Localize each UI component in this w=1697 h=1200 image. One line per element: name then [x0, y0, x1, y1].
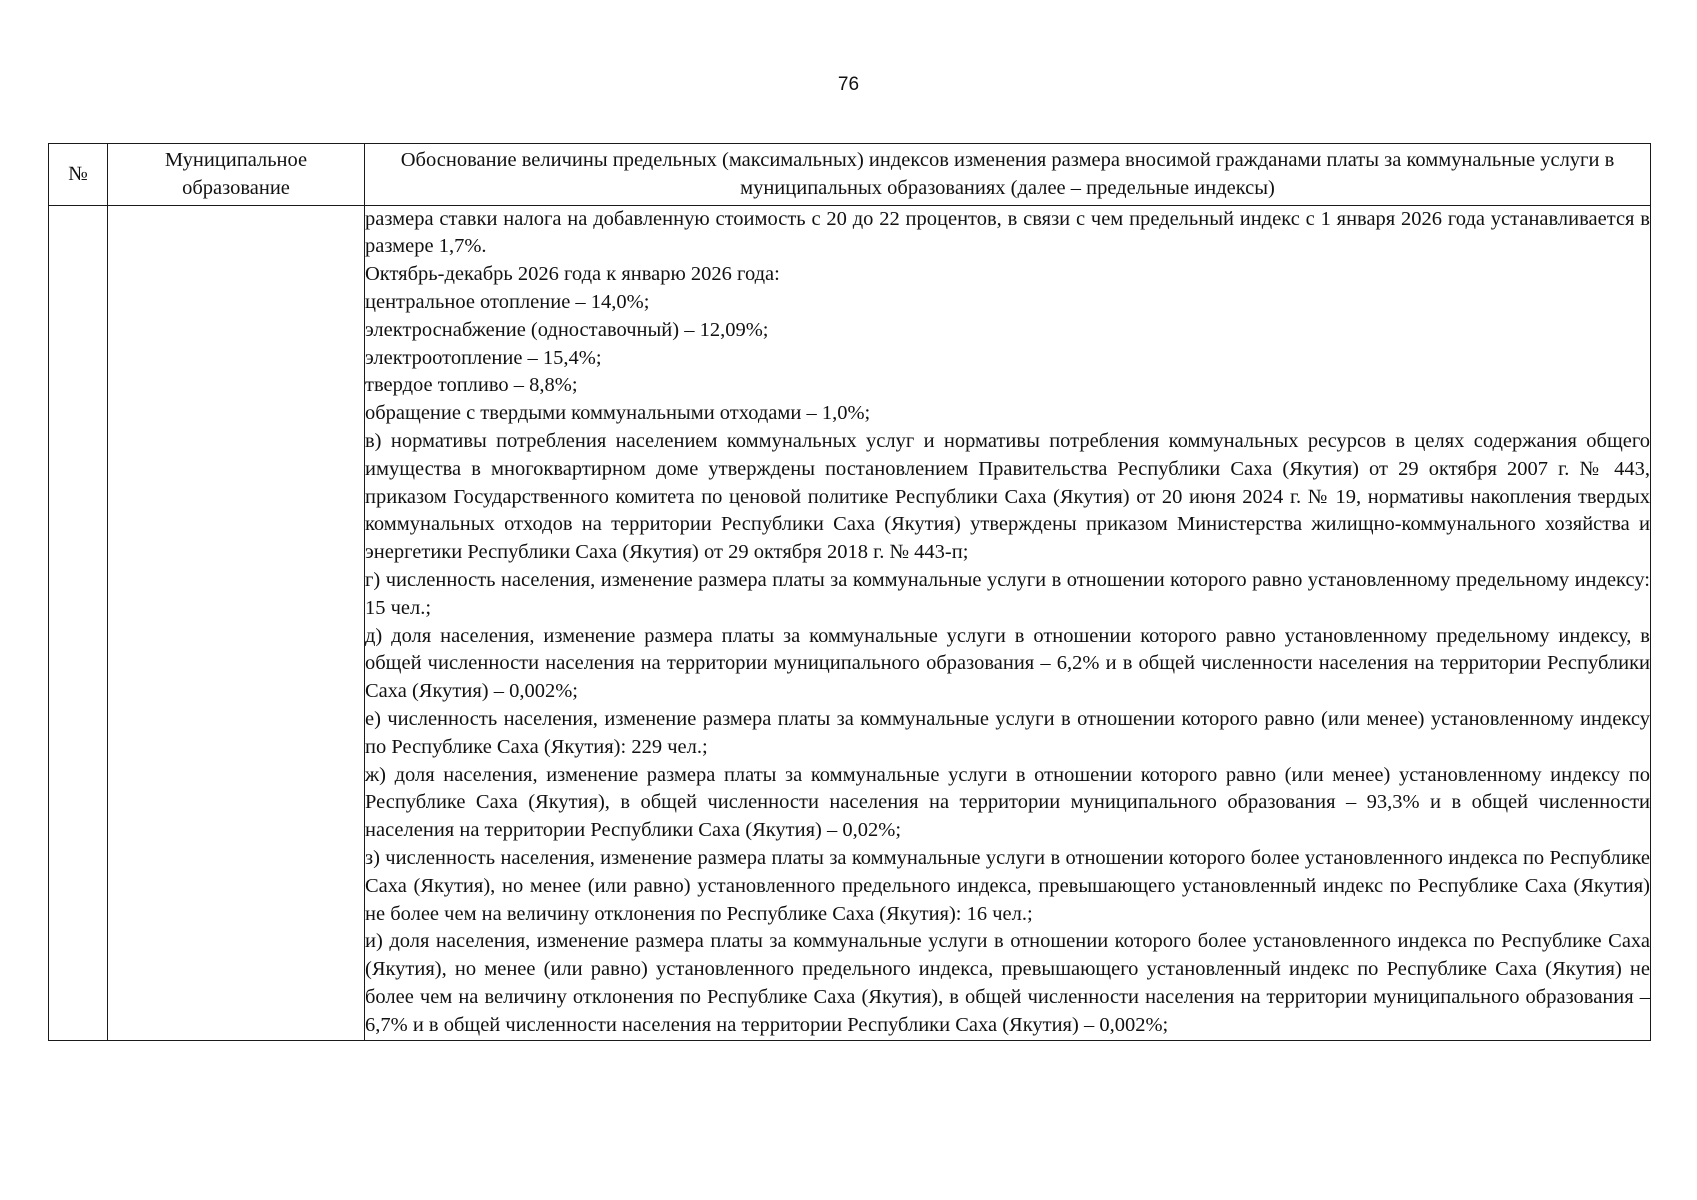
paragraph-item-g: г) численность населения, изменение размера платы за коммунальные услуги в отношении которого равно установленному предельному индексу: 15 чел.; — [365, 568, 1650, 619]
paragraph-item-e: е) численность населения, изменение размера платы за коммунальные услуги в отношении которого равно (или менее) установленному индексу по Республике Саха (Якутия): 229 чел.; — [365, 707, 1650, 758]
justification-table — [48, 143, 1651, 1041]
header-number: № — [49, 144, 108, 206]
header-municipality: Муниципальное образование — [108, 144, 365, 206]
paragraph-solid-waste: обращение с твердыми коммунальными отходами – 1,0%; — [365, 402, 871, 425]
paragraph-solid-fuel: твердое топливо – 8,8%; — [365, 374, 578, 397]
header-justification: Обоснование величины предельных (максимальных) индексов изменения размера вносимой гражданами платы за коммунальные услуги в муниципальных образованиях (далее – предельные индексы) — [365, 144, 1651, 206]
page-number: 76 — [837, 74, 860, 95]
paragraph-item-d: д) доля населения, изменение размера платы за коммунальные услуги в отношении которого равно установленному предельному индексу, в общей численности населения на территории муниципального образования – 6,2% и в общей численности населения на территории Республики Саха (Якутия) – 0,002%; — [365, 624, 1650, 703]
paragraph-item-z: з) численность населения, изменение размера платы за коммунальные услуги в отношении которого более установленного индекса по Республике Саха (Якутия), но менее (или равно) установленного предельного индекса, превышающего установленный индекс по Республике Саха (Якутия) не более чем на величину отклонения по Республике Саха (Якутия): 16 чел.; — [365, 846, 1650, 925]
paragraph-period-heading: Октябрь-декабрь 2026 года к январю 2026 года: — [365, 263, 780, 286]
cell-number — [49, 205, 108, 1040]
paragraph-electric-heating: электроотопление – 15,4%; — [365, 346, 602, 369]
paragraph-item-zh: ж) доля населения, изменение размера платы за коммунальные услуги в отношении которого равно (или менее) установленному индексу по Республике Саха (Якутия), в общей численности населения на территории муниципального образования – 93,3% и в общей численности населения на территории Республики Саха (Якутия) – 0,02%; — [365, 763, 1650, 842]
paragraph-vat-rate: размера ставки налога на добавленную стоимость с 20 до 22 процентов, в связи с чем предельный индекс с 1 января 2026 года устанавливается в размере 1,7%. — [365, 207, 1650, 258]
table-header-row — [49, 144, 1651, 206]
cell-municipality — [108, 205, 365, 1040]
paragraph-item-v: в) нормативы потребления населением коммунальных услуг и нормативы потребления коммунальных ресурсов в целях содержания общего имущества в многоквартирном доме утверждены постановлением Правительства Республики Саха (Якутия) от 29 октября 2007 г. № 443, приказом Государственного комитета по ценовой политике Республики Саха (Якутия) от 20 июня 2024 г. № 19, нормативы накопления твердых коммунальных отходов на территории Республики Саха (Якутия) утверждены приказом Министерства жилищно-коммунального хозяйства и энергетики Республики Саха (Якутия) от 29 октября 2018 г. № 443-п; — [365, 429, 1650, 564]
table-row — [49, 205, 1651, 1040]
cell-justification — [365, 205, 1651, 1040]
paragraph-electricity: электроснабжение (одноставочный) – 12,09%; — [365, 318, 769, 341]
paragraph-central-heating: центральное отопление – 14,0%; — [365, 290, 650, 313]
paragraph-item-i: и) доля населения, изменение размера платы за коммунальные услуги в отношении которого более установленного индекса по Республике Саха (Якутия), но менее (или равно) установленного предельного индекса, превышающего установленный индекс по Республике Саха (Якутия) не более чем на величину отклонения по Республике Саха (Якутия), в общей численности населения на территории муниципального образования – 6,7% и в общей численности населения на территории Республики Саха (Якутия) – 0,002%; — [365, 930, 1650, 1036]
